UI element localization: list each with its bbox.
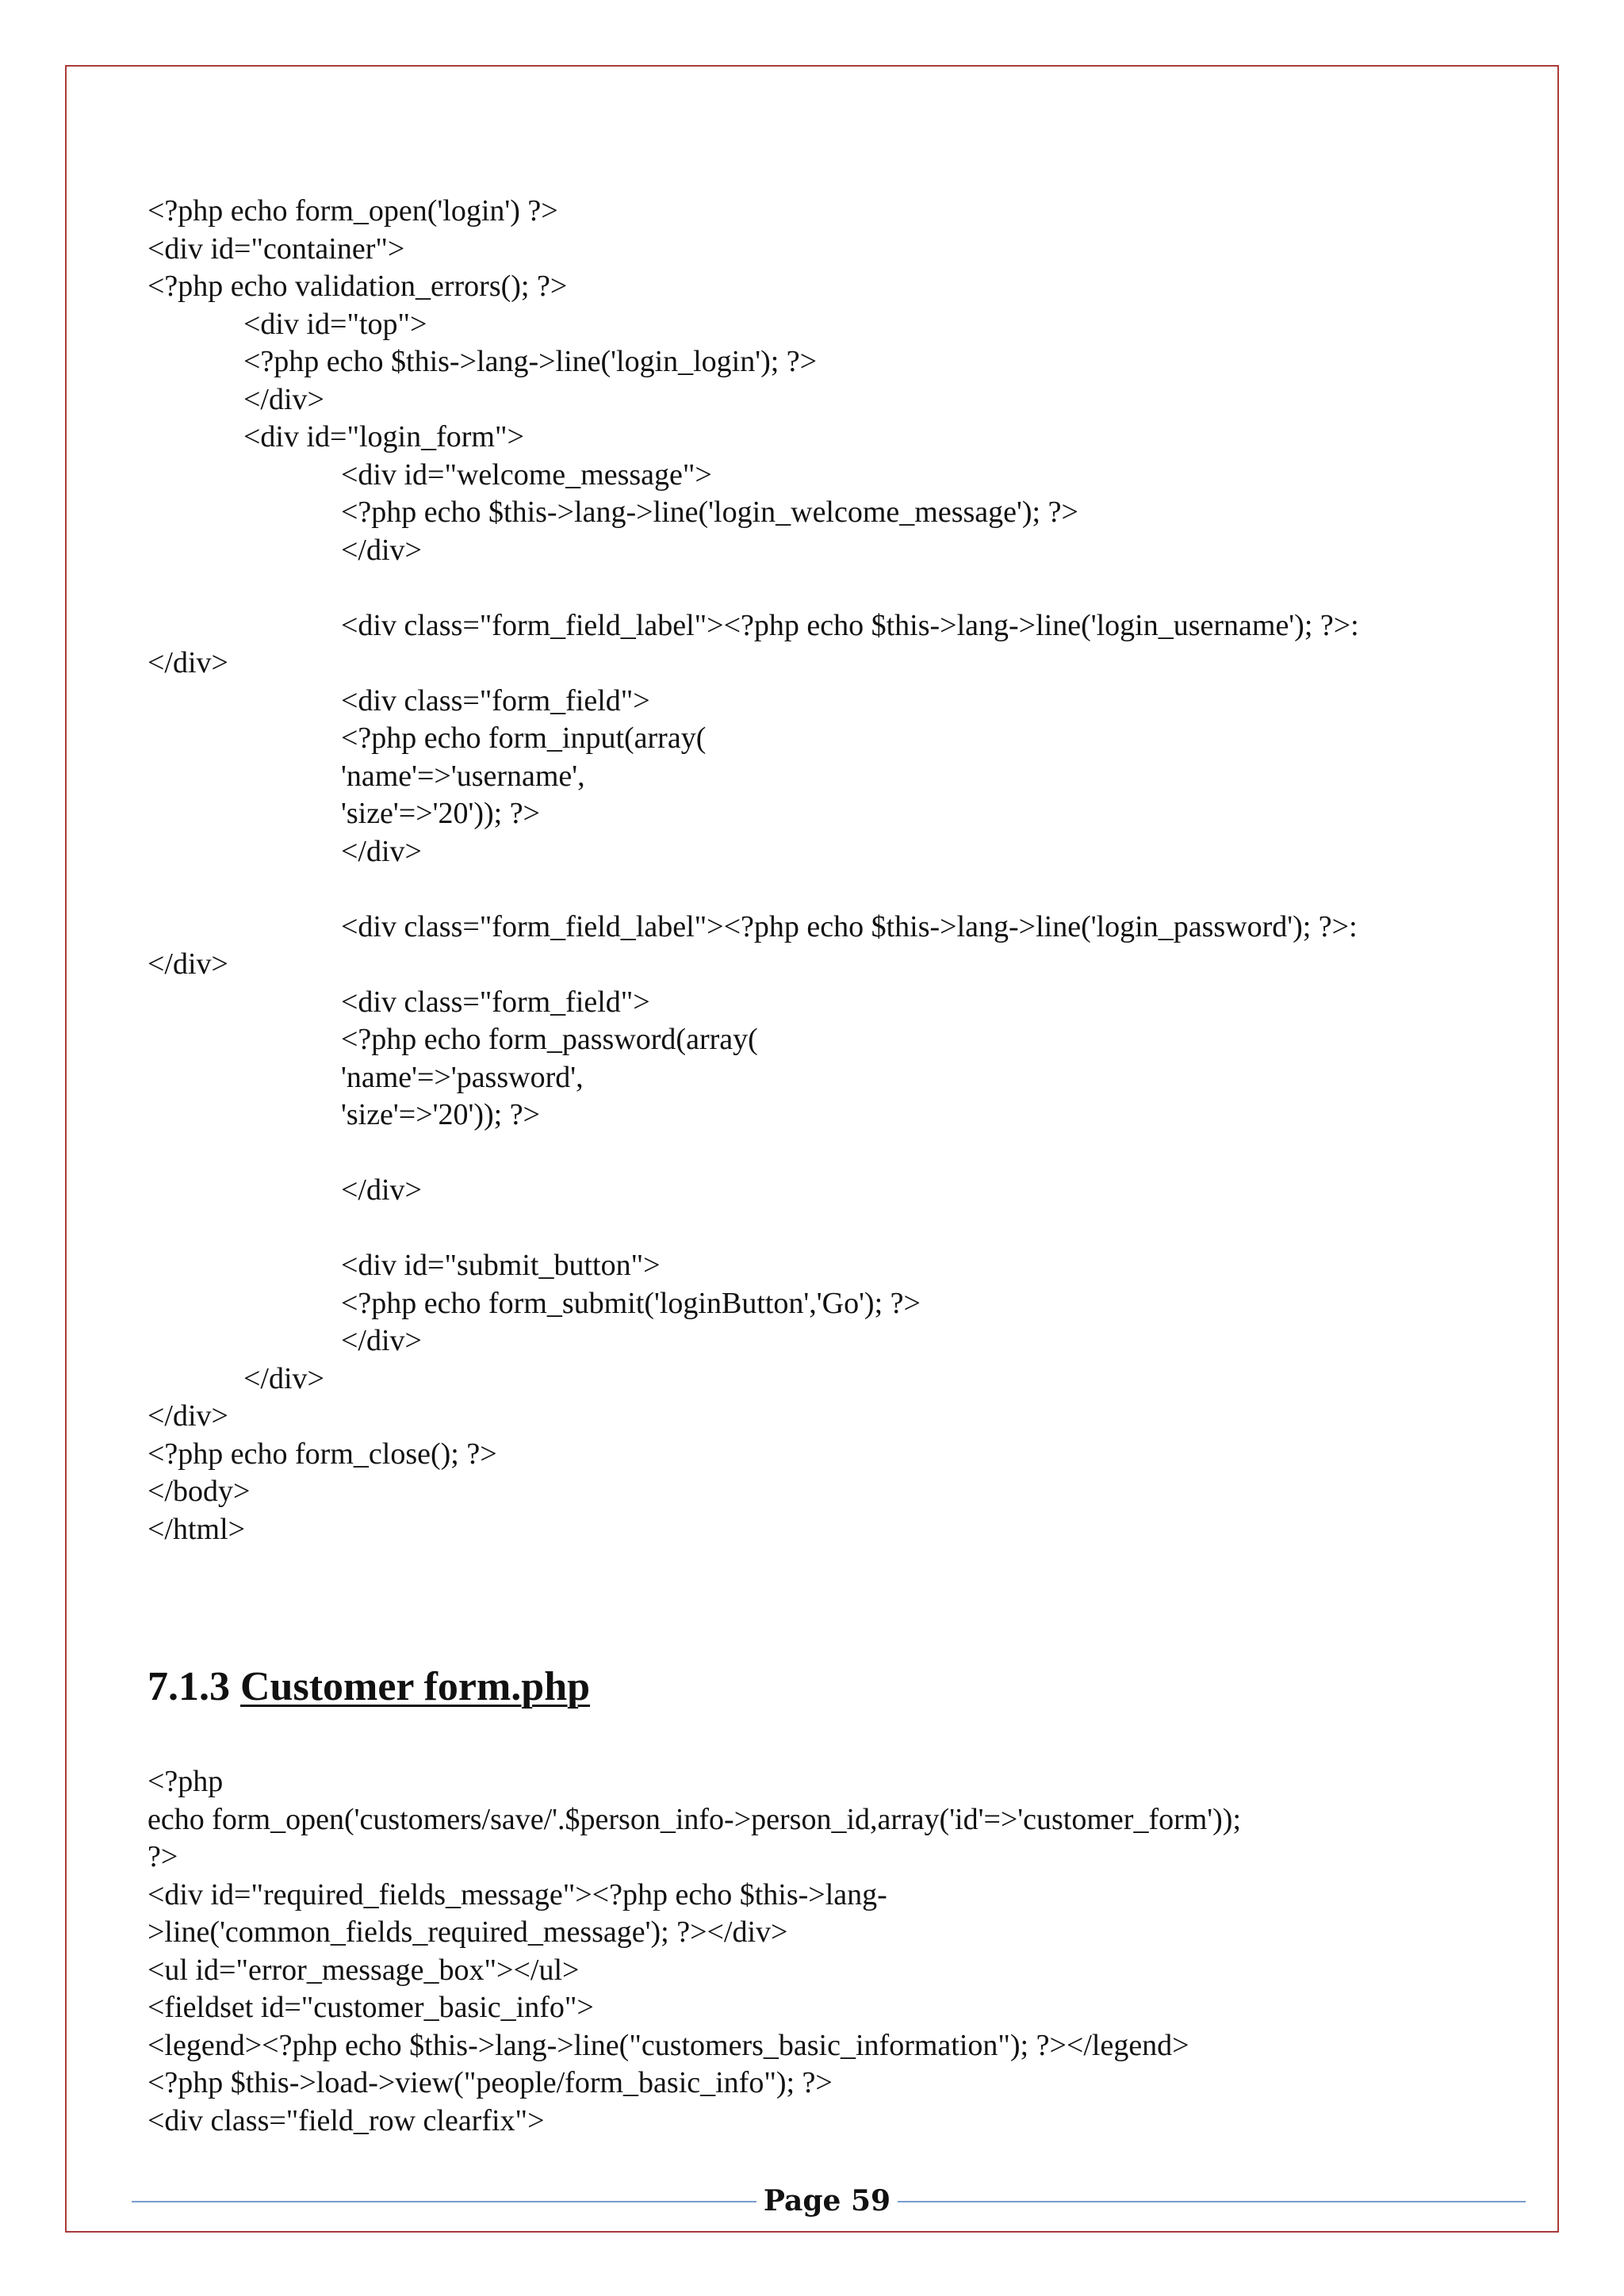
code-line: <?php echo $this->lang->line('login_welcome_message'); ?>	[341, 496, 1078, 529]
code-line: <div id="login_form">	[243, 420, 524, 453]
code-line: </div>	[147, 646, 228, 679]
code-line: </div>	[341, 533, 422, 567]
code-line: <?php echo validation_errors(); ?>	[147, 270, 568, 303]
code-line: <div id="submit_button">	[341, 1249, 661, 1282]
code-line: ?>	[147, 1840, 178, 1873]
code-line: <?php echo form_open('login') ?>	[147, 194, 558, 228]
code-line: <?php echo form_close(); ?>	[147, 1437, 497, 1471]
code-line: <?php	[147, 1765, 224, 1798]
section-title: Customer form.php	[240, 1664, 591, 1709]
code-line: <legend><?php echo $this->lang->line("customers_basic_information"); ?></legend>	[147, 2028, 1189, 2062]
page-footer	[132, 2182, 1526, 2220]
code-block-login-view	[147, 193, 1543, 1548]
footer-rule-left	[132, 2201, 756, 2202]
code-line: 'name'=>'password',	[341, 1060, 584, 1094]
code-line: <div id="welcome_message">	[341, 457, 712, 492]
code-line: </body>	[147, 1475, 251, 1508]
code-line: 'size'=>'20')); ?>	[341, 1098, 540, 1131]
code-line: <fieldset id="customer_basic_info">	[147, 1991, 594, 2024]
code-line: <?php $this->load->view("people/form_basic_info"); ?>	[147, 2066, 833, 2099]
section-number: 7.1.3	[147, 1664, 240, 1709]
blank-line	[147, 871, 1543, 909]
blank-line	[147, 1210, 1543, 1248]
code-line: </div>	[341, 1324, 422, 1357]
code-line: <div class="form_field">	[341, 683, 650, 718]
code-line: </div>	[341, 1173, 422, 1207]
blank-line	[147, 569, 1543, 607]
code-line: <ul id="error_message_box"></ul>	[147, 1953, 580, 1987]
footer-rule-right	[898, 2201, 1526, 2202]
code-line: >line('common_fields_required_message'); ?></div>	[147, 1915, 788, 1949]
code-line: echo form_open('customers/save/'.$person_info->person_id,array('id'=>'customer_form'));	[147, 1802, 1242, 1836]
code-line: <?php echo form_password(array(	[341, 1023, 758, 1056]
blank-line	[147, 1135, 1543, 1173]
code-line: </html>	[147, 1512, 246, 1546]
code-line: <div id="top">	[243, 307, 427, 341]
code-line: </div>	[243, 382, 324, 416]
code-line: </div>	[147, 947, 228, 981]
section-heading	[147, 1663, 590, 1712]
code-line: <div class="form_field_label"><?php echo $this->lang->line('login_password'); ?>:	[341, 909, 1358, 943]
code-line: 'size'=>'20')); ?>	[341, 797, 540, 830]
code-line: </div>	[341, 834, 422, 868]
code-line: <?php echo form_input(array(	[341, 721, 707, 755]
code-line: <div class="field_row clearfix">	[147, 2103, 545, 2137]
code-line: <div class="form_field_label"><?php echo $this->lang->line('login_username'); ?>:	[341, 608, 1359, 642]
code-line: </div>	[147, 1399, 228, 1433]
code-line: <div id="container">	[147, 232, 405, 266]
code-line: <div id="required_fields_message"><?php echo $this->lang-	[147, 1877, 887, 1911]
code-block-customer-form	[147, 1763, 1543, 2140]
code-line: <?php echo form_submit('loginButton','Go'); ?>	[341, 1286, 921, 1320]
code-line: 'name'=>'username',	[341, 759, 585, 793]
code-line: </div>	[243, 1361, 324, 1395]
code-line: <?php echo $this->lang->line('login_login'); ?>	[243, 345, 818, 378]
code-line: <div class="form_field">	[341, 985, 650, 1019]
page-number: Page 59	[763, 2184, 891, 2218]
